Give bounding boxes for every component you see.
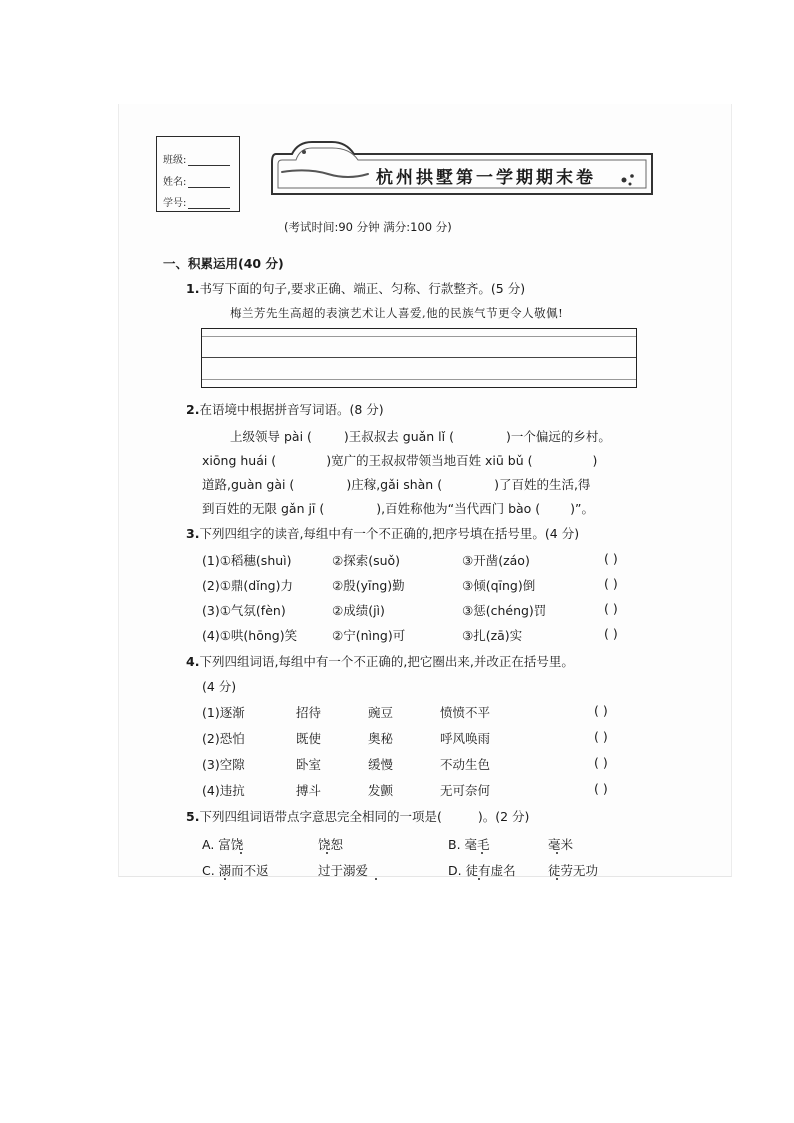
q2-line-2: xiōng huái ( )宽广的王叔叔带领当地百姓 xiū bǔ ( )	[202, 453, 598, 468]
emphasis-dot	[556, 852, 558, 854]
q5-option-d[interactable]: D. 徒有虚名	[448, 863, 516, 878]
answer-parentheses[interactable]: ( )	[594, 755, 608, 770]
emphasis-dot	[240, 852, 242, 854]
q5-option-d-pair: 徒劳无功	[548, 863, 599, 878]
q2-line-4: 到百姓的无限 gǎn jī ( ),百姓称他为“当代西门 bào ( )”。	[202, 501, 595, 516]
q4-word[interactable]: 奥秘	[368, 731, 394, 746]
q4-word[interactable]: 愤愤不平	[440, 705, 491, 720]
q4-word[interactable]: 缓慢	[368, 757, 394, 772]
q3-row-3: (3)①气氛(fèn)	[202, 603, 286, 618]
q4-word[interactable]: 呼风唤雨	[440, 731, 491, 746]
answer-parentheses[interactable]: ( )	[604, 576, 618, 591]
question-1: 1.书写下面的句子,要求正确、端正、匀称、行款整齐。(5 分)	[186, 281, 526, 296]
question-3: 3.下列四组字的读音,每组中有一个不正确的,把序号填在括号里。(4 分)	[186, 526, 580, 541]
q4-word[interactable]: 卧室	[296, 757, 322, 772]
emphasis-dot	[375, 878, 377, 880]
handwriting-box[interactable]	[201, 328, 637, 388]
q5-option-a[interactable]: A. 富饶	[202, 837, 244, 852]
q3-option: ②探索(suǒ)	[332, 553, 401, 568]
student-info-box	[156, 136, 240, 212]
q5-option-b-pair: 毫米	[548, 837, 574, 852]
emphasis-dot	[556, 878, 558, 880]
question-text: 在语境中根据拼音写词语。(8 分)	[199, 402, 384, 417]
question-5: 5.下列四组词语带点字意思完全相同的一项是( )。(2 分)	[186, 809, 530, 824]
question-2: 2.在语境中根据拼音写词语。(8 分)	[186, 402, 384, 417]
q3-row-2: (2)①鼎(dǐng)力	[202, 578, 293, 593]
q4-word[interactable]: 不动生色	[440, 757, 491, 772]
q3-row-1: (1)①稻穗(shuì)	[202, 553, 292, 568]
q3-option: ③惩(chéng)罚	[462, 603, 547, 618]
question-text: 下列四组字的读音,每组中有一个不正确的,把序号填在括号里。(4 分)	[199, 526, 580, 541]
q2-line-3: 道路,guàn gài ( )庄稼,gǎi shàn ( )了百姓的生活,得	[202, 477, 591, 492]
q2-line-1: 上级领导 pài ( )王叔叔去 guǎn lǐ ( )一个偏远的乡村。	[230, 429, 611, 444]
exam-subtitle: (考试时间:90 分钟 满分:100 分)	[284, 220, 452, 234]
emphasis-dot	[224, 878, 226, 880]
q3-option: ②成绩(jì)	[332, 603, 385, 618]
answer-parentheses[interactable]: ( )	[594, 781, 608, 796]
q4-word[interactable]: (1)逐渐	[202, 705, 245, 720]
q4-word[interactable]: (3)空隙	[202, 757, 245, 772]
model-sentence: 梅兰芳先生高超的表演艺术让人喜爱,他的民族气节更令人敬佩!	[230, 306, 564, 320]
q3-option: ②宁(nìng)可	[332, 628, 406, 643]
class-field[interactable]: 班级:	[163, 151, 230, 166]
q4-word[interactable]: (2)恐怕	[202, 731, 245, 746]
emphasis-dot	[478, 878, 480, 880]
q5-option-b[interactable]: B. 毫毛	[448, 837, 490, 852]
question-4: 4.下列四组词语,每组中有一个不正确的,把它圈出来,并改正在括号里。	[186, 654, 574, 669]
emphasis-dot	[481, 852, 483, 854]
q4-word[interactable]: 发颤	[368, 783, 394, 798]
q3-option: ③扎(zā)实	[462, 628, 523, 643]
q5-option-c-pair: 过于溺爱	[318, 863, 369, 878]
name-field[interactable]: 姓名:	[163, 173, 230, 188]
answer-parentheses[interactable]: ( )	[604, 626, 618, 641]
q3-row-4: (4)①哄(hōng)笑	[202, 628, 298, 643]
q3-option: ③开凿(záo)	[462, 553, 530, 568]
question-text: 书写下面的句子,要求正确、端正、匀称、行款整齐。(5 分)	[199, 281, 526, 296]
answer-parentheses[interactable]: ( )	[594, 703, 608, 718]
q4-word[interactable]: 招待	[296, 705, 322, 720]
exam-title: 杭州拱墅第一学期期末卷	[376, 168, 596, 188]
q3-option: ②殷(yīng)勤	[332, 578, 405, 593]
q5-option-a-pair: 饶恕	[318, 837, 344, 852]
question-4-score: (4 分)	[202, 679, 237, 694]
question-text: 下列四组词语带点字意思完全相同的一项是(	[199, 809, 442, 824]
q4-word[interactable]: 豌豆	[368, 705, 394, 720]
question-text: 下列四组词语,每组中有一个不正确的,把它圈出来,并改正在括号里。	[199, 654, 574, 669]
q4-word[interactable]: 无可奈何	[440, 783, 491, 798]
answer-parentheses[interactable]: ( )	[604, 551, 618, 566]
q5-option-c[interactable]: C. 溺而不返	[202, 863, 269, 878]
answer-parentheses[interactable]: ( )	[604, 601, 618, 616]
student-id-field[interactable]: 学号:	[163, 194, 230, 209]
answer-parentheses[interactable]: ( )	[594, 729, 608, 744]
q4-word[interactable]: (4)违抗	[202, 783, 245, 798]
q3-option: ③倾(qīng)倒	[462, 578, 536, 593]
emphasis-dot	[326, 852, 328, 854]
q4-word[interactable]: 既使	[296, 731, 322, 746]
q4-word[interactable]: 搏斗	[296, 783, 322, 798]
section-title: 一、积累运用(40 分)	[163, 256, 284, 271]
